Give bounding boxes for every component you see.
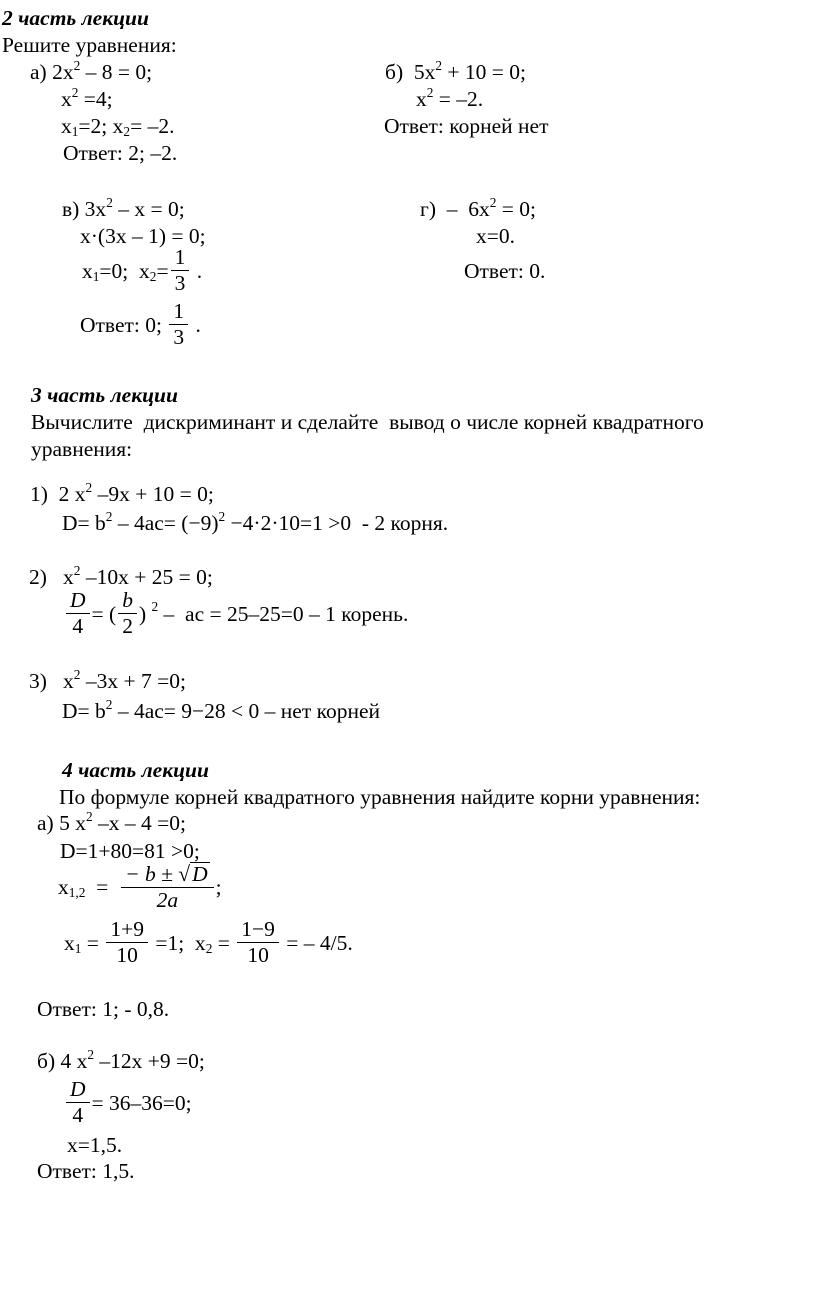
p4-a-x2: [150, 930, 235, 956]
p4-a-roots: [64, 918, 353, 967]
eq-a-line2: [61, 86, 113, 112]
p3-item3-eq-post: –3x + 7 =0;: [80, 669, 186, 693]
fraction-root-formula: [121, 862, 214, 912]
fraction-D-over-4: [66, 1078, 90, 1127]
subscript: 1: [74, 940, 82, 956]
eq-b-line1-post: + 10 = 0;: [442, 60, 527, 84]
p3-item1-eq-post: –9x + 10 = 0;: [92, 482, 214, 506]
p4-a-eq-pre: а) 5 x: [37, 811, 86, 835]
eq-g-line1-post: = 0;: [496, 197, 537, 221]
fraction-denominator: 3: [173, 325, 185, 349]
superscript: 2: [71, 84, 79, 100]
fraction-D-over-4: [66, 589, 90, 638]
subscript: 2: [205, 940, 213, 956]
p3-item3-d-pre: D= b: [62, 699, 106, 723]
fraction-numerator: b: [118, 589, 137, 614]
p3-item3-eq-pre: 3) x: [29, 669, 74, 693]
p4-a-eq: [37, 810, 186, 836]
part4-intro: По формуле корней квадратного уравнения найдите корни уравнения:: [59, 785, 701, 809]
p4-a-mid: =1; x: [149, 930, 206, 955]
eq-v-line1-pre: в) 3x: [62, 197, 107, 221]
eq-a-line3: [61, 113, 174, 139]
p4-b-d-post: = 36–36=0;: [91, 1090, 192, 1115]
p4-a-x2-eq: =: [212, 930, 236, 955]
eq-v-line1-post: – x = 0;: [112, 197, 185, 221]
fraction-1minus9-over-10: [237, 918, 279, 967]
p3-item1-d-post: −4·2·10=1 >0 - 2 корня.: [225, 511, 449, 535]
superscript: 2: [435, 57, 443, 73]
superscript: 2: [85, 479, 93, 495]
p3-item2-eq: [29, 564, 213, 590]
answer-g: Ответ: 0.: [464, 259, 546, 283]
eq-b-line2-pre: x: [416, 87, 427, 111]
radical-sign: √: [178, 862, 191, 886]
p3-item2-d-post: – ac = 25–25=0 – 1 корень.: [158, 601, 409, 626]
p3-item2-eq-post: –10x + 25 = 0;: [80, 565, 213, 589]
fraction-denominator: 4: [72, 1103, 84, 1127]
eq-a-line2-post: =4;: [78, 87, 113, 111]
p4-b-root: x=1,5.: [67, 1133, 123, 1157]
answer-a: Ответ: 2; –2.: [63, 141, 178, 165]
eq-g-line1: [420, 196, 536, 222]
superscript: 2: [73, 666, 81, 682]
superscript: 2: [151, 599, 159, 615]
eq-g-line2: x=0.: [476, 224, 516, 248]
eq-a-line2-pre: x: [61, 87, 72, 111]
eq-a-line1-post: – 8 = 0;: [80, 60, 153, 84]
fraction-one-third: [169, 300, 188, 349]
superscript: 2: [73, 562, 81, 578]
eq-v-roots-eq: =: [156, 258, 169, 283]
p3-item3-discriminant: [62, 698, 380, 724]
fraction-numerator: 1: [169, 300, 188, 325]
p3-item2-discriminant: [64, 589, 408, 638]
p3-item1-d-mid: – 4ac= (−9): [112, 511, 219, 535]
superscript: 2: [105, 696, 113, 712]
subscript: 1,2: [68, 885, 86, 901]
p3-item1-eq: [30, 481, 214, 507]
eq-a-line1-pre: а) 2x: [30, 60, 74, 84]
answer-v-dot: .: [190, 312, 201, 337]
minus-b-plusminus: − b ±: [125, 862, 179, 886]
p4-a-x12: [58, 874, 119, 900]
eq-v-line2: x·(3x – 1) = 0;: [80, 224, 206, 248]
eq-a-roots-post: = –2.: [130, 114, 175, 138]
part3-intro-line1: Вычислите дискриминант и сделайте вывод о числе корней квадратного: [31, 410, 704, 434]
fraction-denominator: 2: [122, 614, 133, 638]
p4-a-x1-var: x: [64, 930, 75, 955]
p4-b-eq-post: –12x +9 =0;: [94, 1049, 205, 1073]
p3-item2-close-paren: ): [138, 601, 152, 626]
fraction-denominator: 2a: [156, 888, 179, 912]
p4-a-x1: [64, 930, 104, 956]
p3-item1-discriminant: [62, 510, 448, 536]
superscript: 2: [105, 508, 113, 524]
superscript: 2: [85, 808, 93, 824]
p4-b-eq-pre: б) 4 x: [37, 1049, 88, 1073]
p4-a-x: x: [58, 875, 69, 899]
p3-item1-eq-pre: 1) 2 x: [30, 482, 86, 506]
eq-b-line2-post: = –2.: [433, 87, 484, 111]
p4-a-x1-eq: =: [81, 930, 105, 955]
eq-a-roots: x: [61, 114, 72, 138]
fraction-numerator: 1: [171, 246, 190, 271]
fraction-denominator: 4: [72, 614, 84, 638]
eq-v-roots-mid: =0; x: [99, 258, 150, 283]
superscript: 2: [218, 508, 226, 524]
eq-g-line1-pre: г) – 6x: [420, 197, 490, 221]
fraction-numerator: D: [66, 1078, 90, 1103]
p4-b-eq: [37, 1048, 205, 1074]
superscript: 2: [87, 1046, 95, 1062]
p4-a-eq-post: –x – 4 =0;: [92, 811, 186, 835]
p4-answer-b: Ответ: 1,5.: [37, 1159, 135, 1183]
eq-v-roots-dot: .: [191, 258, 203, 283]
superscript: 2: [106, 194, 113, 210]
p3-item2-eq-pre: 2) x: [29, 565, 74, 589]
p4-a-discriminant: D=1+80=81 >0;: [60, 839, 200, 863]
part2-intro: Решите уравнения:: [2, 33, 177, 57]
subscript: 2: [123, 124, 131, 140]
square-root: [178, 862, 209, 886]
fraction-1plus9-over-10: [106, 918, 148, 967]
superscript: 2: [73, 57, 81, 73]
fraction-numerator: 1+9: [106, 918, 148, 943]
answer-v: [80, 300, 201, 349]
eq-a-roots-mid: =2; x: [78, 114, 124, 138]
fraction-one-third: [171, 246, 190, 295]
fraction-denominator: 10: [116, 943, 138, 967]
p3-item2-eq-sign: = (: [91, 601, 117, 626]
p4-answer-a: Ответ: 1; - 0,8.: [37, 997, 170, 1021]
eq-v-roots-x: x: [82, 258, 93, 283]
p3-item1-d-pre: D= b: [62, 511, 106, 535]
answer-b-noroots: Ответ: корней нет: [384, 114, 549, 138]
eq-b-line1: [385, 59, 526, 85]
fraction-denominator: 3: [174, 271, 186, 295]
superscript: 2: [426, 84, 434, 100]
subscript: 1: [71, 124, 79, 140]
p4-b-discriminant: [64, 1078, 192, 1127]
p3-item3-eq: [29, 668, 186, 694]
part3-heading: 3 часть лекции: [31, 383, 178, 407]
p4-a-root-formula: [58, 862, 222, 912]
fraction-b-over-2: [118, 589, 137, 638]
fraction-numerator: [121, 862, 214, 888]
part2-heading: 2 часть лекции: [2, 6, 149, 30]
answer-v-pre: Ответ: 0;: [80, 312, 168, 337]
eq-v-line3: [82, 246, 202, 295]
eq-v-roots: [82, 258, 169, 284]
fraction-denominator: 10: [247, 943, 269, 967]
p4-a-semicolon: ;: [215, 875, 222, 899]
fraction-numerator: D: [66, 589, 90, 614]
subscript: 2: [149, 268, 157, 284]
p3-item3-d-post: – 4ac= 9−28 < 0 – нет корней: [112, 699, 381, 723]
eq-a-line1: [30, 59, 152, 85]
part3-intro-line2: уравнения:: [31, 437, 133, 461]
eq-b-line1-pre: б) 5x: [385, 60, 436, 84]
eq-v-line1: [62, 196, 185, 222]
superscript: 2: [489, 194, 497, 210]
radicand-D: D: [192, 862, 208, 886]
subscript: 1: [92, 268, 100, 284]
p4-a-roots-end: = – 4/5.: [280, 930, 353, 955]
eq-b-line2: [416, 86, 483, 112]
p3-item2-tail: [139, 601, 408, 627]
p4-a-eq-sign: =: [85, 875, 120, 899]
fraction-numerator: 1−9: [237, 918, 279, 943]
part4-heading: 4 часть лекции: [62, 758, 209, 782]
